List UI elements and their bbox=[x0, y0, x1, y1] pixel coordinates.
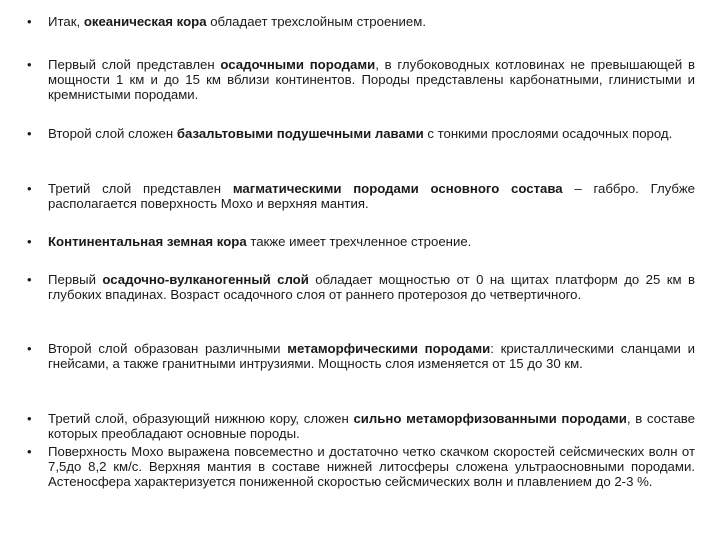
bullet: • bbox=[27, 444, 32, 459]
bold-term: океаническая кора bbox=[83, 14, 207, 29]
bold-term: метаморфическими породами bbox=[287, 341, 491, 356]
paragraph-text: Первый слой представлен осадочными породами, в глубоководных котловинах не превышающей в мощности 1 км и до 15 км вблизи континентов. Породы представлены карбонатными, глинистыми и кремнистыми породами. bbox=[48, 57, 695, 102]
bullet: • bbox=[27, 272, 32, 287]
bullet: • bbox=[27, 14, 32, 29]
bold-term: осадочными породами bbox=[220, 57, 376, 72]
bullet: • bbox=[27, 411, 32, 426]
bold-term: Континентальная земная кора bbox=[48, 234, 247, 249]
paragraph-text: Поверхность Мохо выражена повсеместно и достаточно четко скачком скоростей сейсмических волн от 7,5до 8,2 км/с. Верхняя мантия в составе нижней литосферы сложена ультраосновными породами. Астеносфера характеризуется пониженной скоростью сейсмических волн и плавлением до 2-3 %. bbox=[48, 444, 695, 489]
paragraph-text: Второй слой сложен базальтовыми подушечными лавами с тонкими прослоями осадочных пород. bbox=[48, 126, 673, 141]
paragraph-text: Третий слой, образующий нижнюю кору, сложен сильно метаморфизованными породами, в составе которых преобладают основные породы. bbox=[48, 411, 695, 441]
bullet: • bbox=[27, 57, 32, 72]
paragraph-text: Второй слой образован различными метаморфическими породами: кристаллическими сланцами и гнейсами, а также гранитными интрузиями. Мощность слоя изменяется от 15 до 30 км. bbox=[48, 341, 695, 371]
bullet: • bbox=[27, 341, 32, 356]
bullet: • bbox=[27, 126, 32, 141]
paragraph-text: Континентальная земная кора также имеет трехчленное строение. bbox=[48, 234, 472, 249]
paragraph-text: Итак, океаническая кора обладает трехслойным строением. bbox=[48, 14, 426, 29]
bullet: • bbox=[27, 181, 32, 196]
bold-term: базальтовыми подушечными лавами bbox=[176, 126, 424, 141]
bold-term: магматическими породами основного состава bbox=[232, 181, 563, 196]
bold-term: осадочно-вулканогенный слой bbox=[102, 272, 309, 287]
paragraph-text: Третий слой представлен магматическими породами основного состава – габбро. Глубже располагается поверхность Мохо и верхняя мантия. bbox=[48, 181, 695, 211]
bold-term: сильно метаморфизованными породами bbox=[353, 411, 627, 426]
paragraph-text: Первый осадочно-вулканогенный слой обладает мощностью от 0 на щитах платформ до 25 км в глубоких впадинах. Возраст осадочного слоя от раннего протерозоя до четвертичного. bbox=[48, 272, 695, 302]
bullet: • bbox=[27, 234, 32, 249]
